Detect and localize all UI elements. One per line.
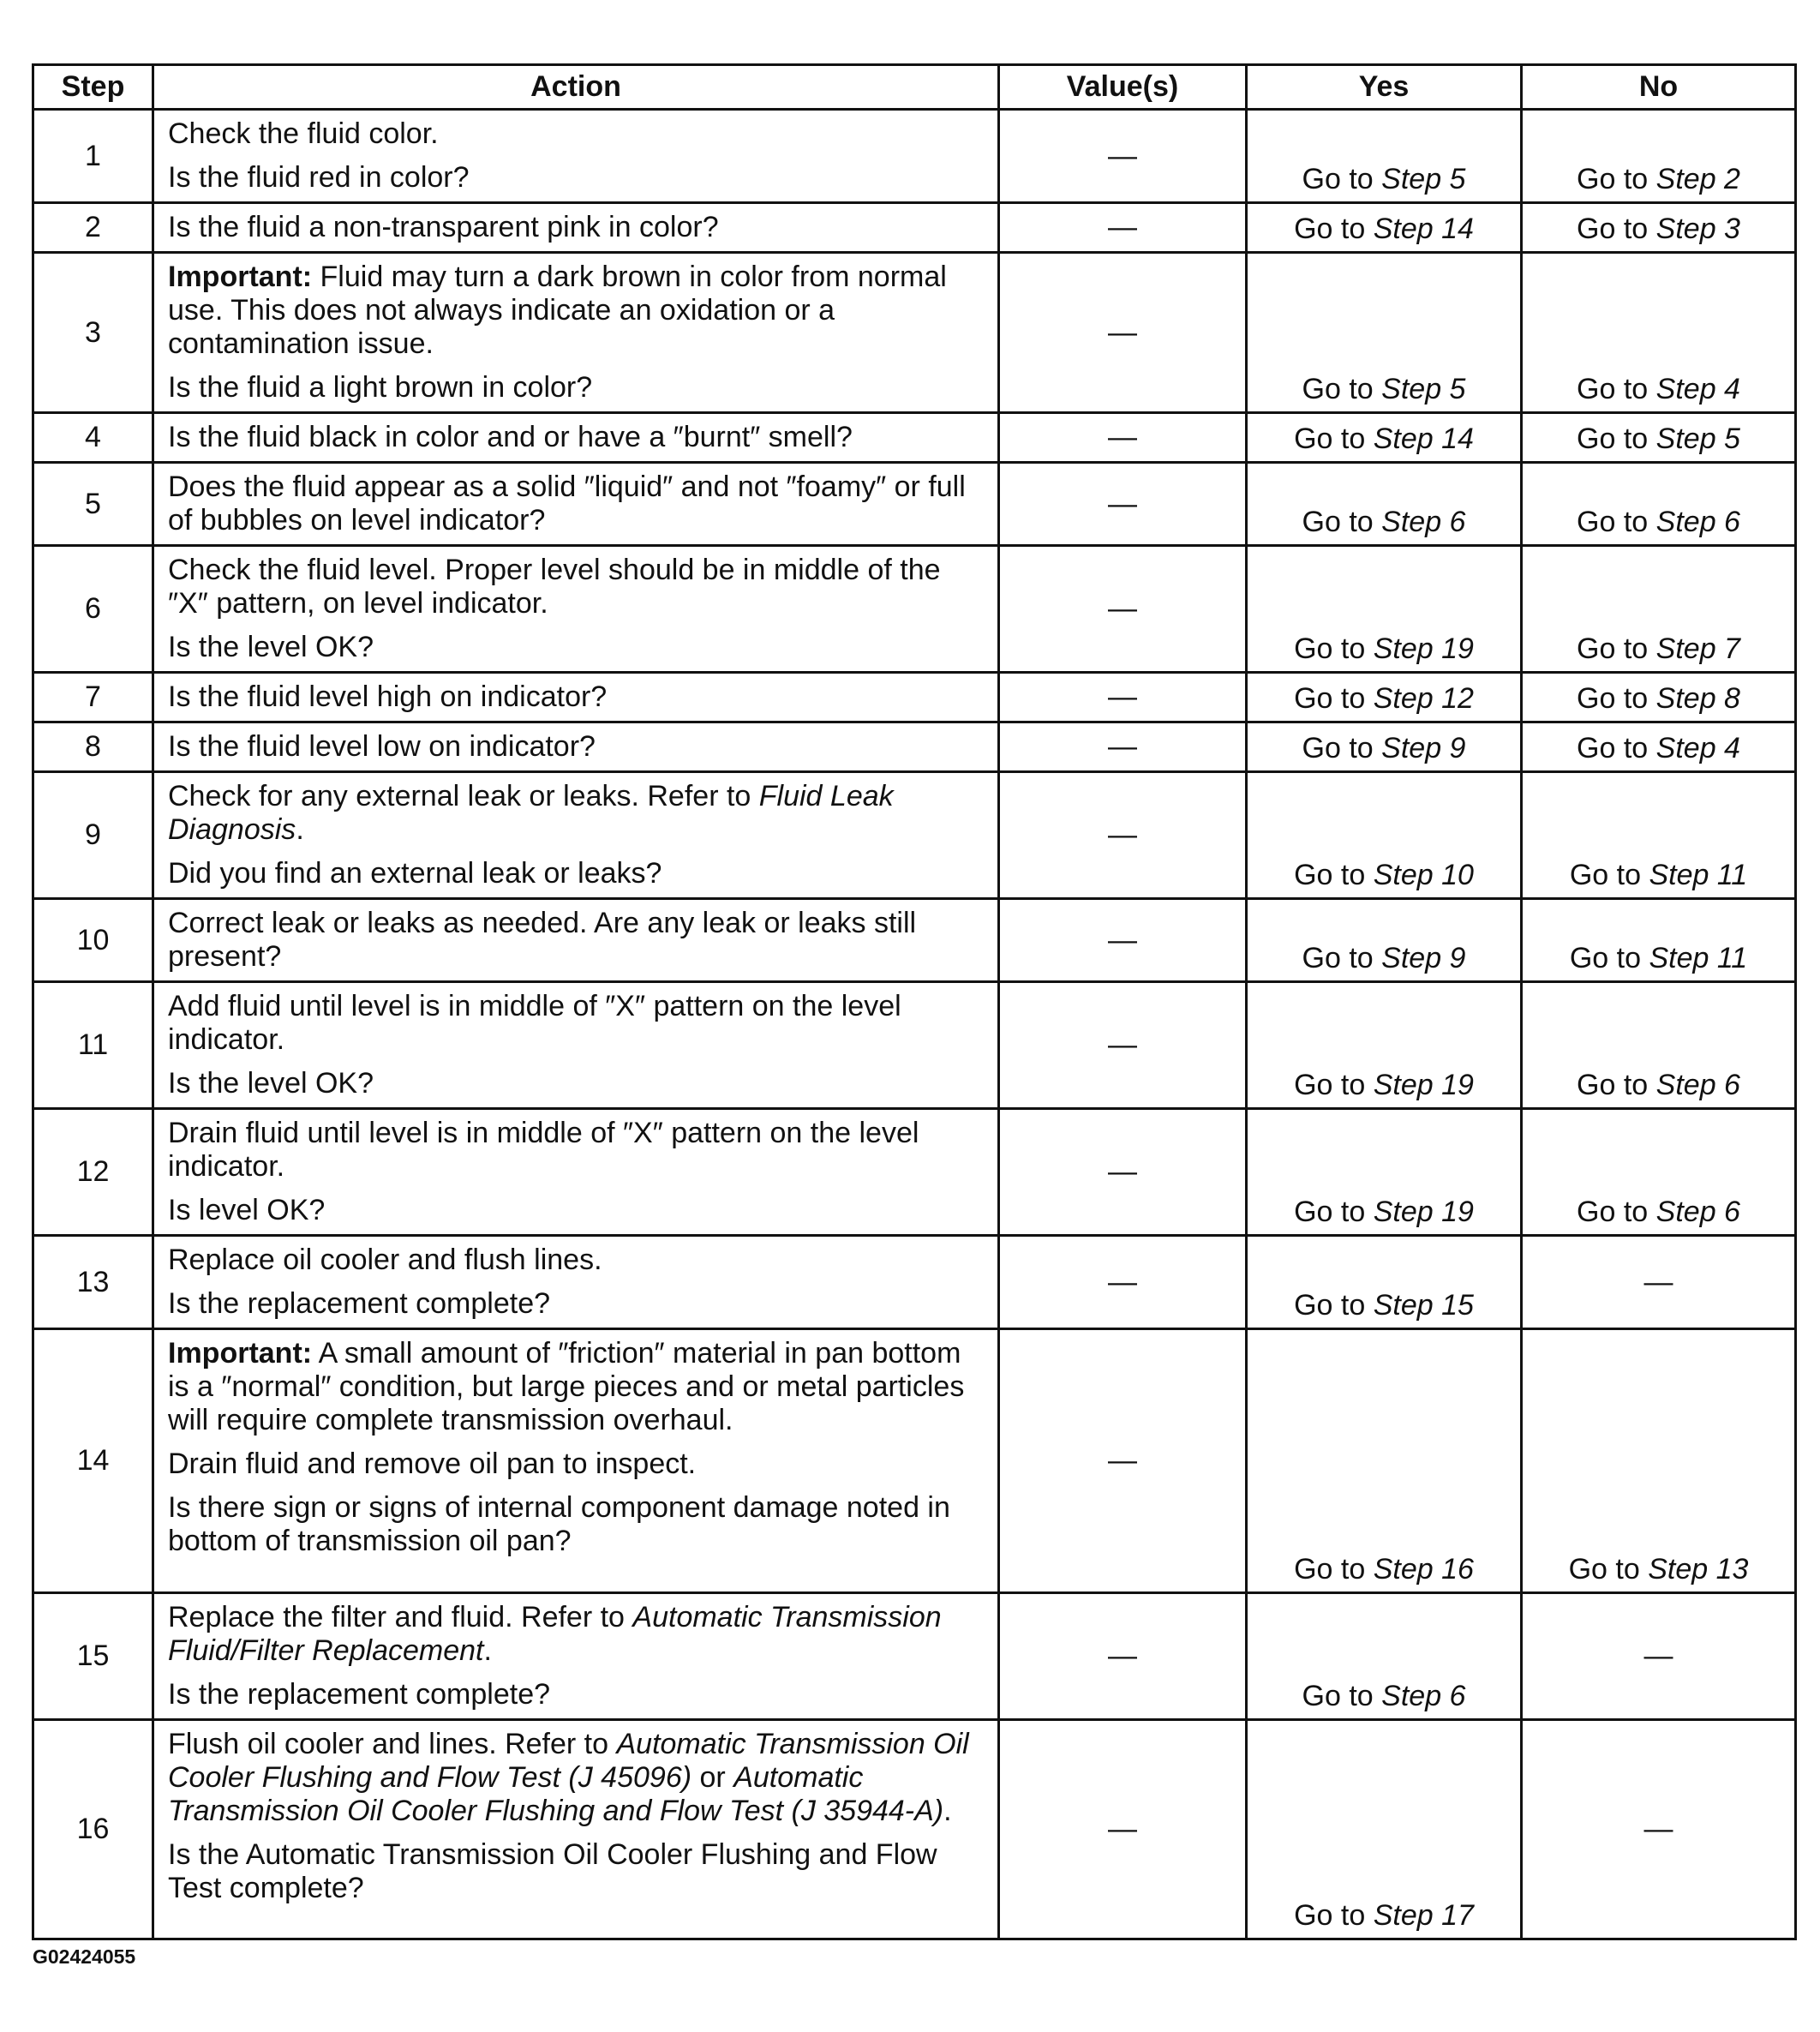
reference-link[interactable]: Automatic Transmission Oil Cooler Flushing and Flow Test (J 45096) <box>168 1728 969 1794</box>
important-label: Important: <box>168 1337 313 1370</box>
action-paragraph <box>168 554 985 620</box>
action-paragraph <box>168 1287 985 1321</box>
action-cell <box>153 1720 999 1939</box>
step-link[interactable]: Step 15 <box>1373 1289 1474 1322</box>
action-paragraph <box>168 1067 985 1100</box>
action-paragraph <box>168 1244 985 1277</box>
action-text: Is the Automatic Transmission Oil Cooler Flushing and Flow Test complete? <box>168 1838 937 1904</box>
figure-id: G02424055 <box>33 1945 136 1968</box>
yes-cell <box>1247 203 1522 253</box>
action-paragraph <box>168 1337 985 1437</box>
action-paragraph <box>168 730 985 764</box>
table-row <box>33 982 1796 1109</box>
value-cell: — <box>999 1109 1247 1236</box>
step-number: 4 <box>33 413 153 463</box>
action-text: Did you find an external leak or leaks? <box>168 857 662 890</box>
yes-cell <box>1247 982 1522 1109</box>
step-number: 1 <box>33 110 153 203</box>
action-cell <box>153 1593 999 1720</box>
step-number: 5 <box>33 463 153 546</box>
reference-link[interactable]: Fluid Leak Diagnosis <box>168 780 894 846</box>
action-cell <box>153 982 999 1109</box>
step-number: 15 <box>33 1593 153 1720</box>
value-cell: — <box>999 110 1247 203</box>
value-cell: — <box>999 253 1247 413</box>
yes-cell <box>1247 722 1522 772</box>
value-cell: — <box>999 546 1247 673</box>
action-text: Correct leak or leaks as needed. Are any leak or leaks still present? <box>168 907 917 973</box>
action-paragraph <box>168 1601 985 1668</box>
action-paragraph <box>168 1448 985 1481</box>
action-text: . <box>943 1795 952 1827</box>
action-cell <box>153 1109 999 1236</box>
yes-cell <box>1247 1109 1522 1236</box>
table-row <box>33 899 1796 982</box>
action-text: Check the fluid level. Proper level should be in middle of the ″X″ pattern, on level indicator. <box>168 554 941 620</box>
action-text: Add fluid until level is in middle of ″X″ pattern on the level indicator. <box>168 990 901 1056</box>
goto-prefix: Go to <box>1577 506 1649 538</box>
no-cell <box>1522 982 1796 1109</box>
goto-prefix: Go to <box>1302 506 1374 538</box>
action-text: Is the replacement complete? <box>168 1678 551 1711</box>
table-row <box>33 1593 1796 1720</box>
action-text: Drain fluid until level is in middle of ″X″ pattern on the level indicator. <box>168 1117 919 1183</box>
action-cell <box>153 546 999 673</box>
goto-prefix: Go to <box>1294 859 1366 891</box>
step-number: 14 <box>33 1329 153 1593</box>
yes-cell <box>1247 463 1522 546</box>
action-text: Is the fluid a non-transparent pink in color? <box>168 211 719 243</box>
goto-prefix: Go to <box>1577 732 1649 764</box>
action-text: Flush oil cooler and lines. Refer to <box>168 1728 617 1760</box>
yes-cell <box>1247 899 1522 982</box>
action-cell <box>153 772 999 899</box>
action-text: A small amount of ″friction″ material in pan bottom is a ″normal″ condition, but large pieces and or metal particles will require complete transmission overhaul. <box>168 1337 965 1436</box>
header-values: Value(s) <box>999 65 1247 110</box>
yes-cell <box>1247 1236 1522 1329</box>
step-link[interactable]: Step 14 <box>1373 423 1474 455</box>
goto-prefix: Go to <box>1577 1069 1649 1101</box>
table-row <box>33 110 1796 203</box>
action-cell <box>153 1236 999 1329</box>
no-cell <box>1522 899 1796 982</box>
action-text: Fluid may turn a dark brown in color from normal use. This does not always indicate an oxidation or a contamination issue. <box>168 261 947 360</box>
action-cell <box>153 463 999 546</box>
yes-cell <box>1247 546 1522 673</box>
goto-prefix: Go to <box>1302 1680 1374 1712</box>
step-link[interactable]: Step 4 <box>1655 732 1740 764</box>
reference-link[interactable]: Automatic Transmission Oil Cooler Flushing and Flow Test (J 35944-A) <box>168 1761 944 1827</box>
table-row <box>33 1329 1796 1593</box>
action-paragraph <box>168 421 985 454</box>
action-paragraph <box>168 990 985 1057</box>
value-cell: — <box>999 463 1247 546</box>
goto-prefix: Go to <box>1569 859 1642 891</box>
important-label: Important: <box>168 261 313 293</box>
step-link[interactable]: Step 19 <box>1373 1196 1474 1228</box>
value-cell: — <box>999 772 1247 899</box>
action-text: or <box>691 1761 734 1794</box>
step-link[interactable]: Step 14 <box>1373 213 1474 245</box>
yes-cell <box>1247 1720 1522 1939</box>
action-text: . <box>483 1634 492 1667</box>
goto-prefix: Go to <box>1577 373 1649 405</box>
action-text: Does the fluid appear as a solid ″liquid″ and not ″foamy″ or full of bubbles on level indicator? <box>168 471 966 536</box>
action-paragraph <box>168 1117 985 1184</box>
goto-prefix: Go to <box>1302 942 1374 974</box>
step-link[interactable]: Step 19 <box>1373 1069 1474 1101</box>
action-text: Is the replacement complete? <box>168 1287 551 1320</box>
step-number: 11 <box>33 982 153 1109</box>
goto-prefix: Go to <box>1569 942 1642 974</box>
step-link[interactable]: Step 6 <box>1655 1196 1740 1228</box>
action-text: Is there sign or signs of internal component damage noted in bottom of transmission oil pan? <box>168 1491 950 1557</box>
goto-prefix: Go to <box>1294 682 1366 715</box>
yes-cell <box>1247 1329 1522 1593</box>
step-link[interactable]: Step 12 <box>1373 682 1474 715</box>
no-cell <box>1522 673 1796 722</box>
goto-prefix: Go to <box>1294 1289 1366 1322</box>
goto-prefix: Go to <box>1294 1899 1366 1932</box>
action-text: Is the fluid a light brown in color? <box>168 371 593 404</box>
goto-prefix: Go to <box>1294 1069 1366 1101</box>
no-cell <box>1522 413 1796 463</box>
action-paragraph <box>168 907 985 974</box>
step-link[interactable]: Step 6 <box>1381 506 1466 538</box>
step-number: 8 <box>33 722 153 772</box>
diagnostic-table <box>32 63 1797 1940</box>
step-number: 10 <box>33 899 153 982</box>
action-cell <box>153 253 999 413</box>
value-cell: — <box>999 1236 1247 1329</box>
yes-cell <box>1247 1593 1522 1720</box>
step-link[interactable]: Step 2 <box>1655 163 1740 195</box>
step-link[interactable]: Step 11 <box>1649 942 1748 974</box>
value-cell: — <box>999 982 1247 1109</box>
step-number: 7 <box>33 673 153 722</box>
goto-prefix: Go to <box>1577 632 1649 665</box>
step-link[interactable]: Step 17 <box>1373 1899 1474 1932</box>
step-number: 9 <box>33 772 153 899</box>
table-row <box>33 772 1796 899</box>
header-action: Action <box>153 65 999 110</box>
step-number: 3 <box>33 253 153 413</box>
step-link[interactable]: Step 5 <box>1381 373 1466 405</box>
goto-prefix: Go to <box>1302 373 1374 405</box>
yes-cell <box>1247 413 1522 463</box>
step-link[interactable]: Step 19 <box>1373 632 1474 665</box>
step-link[interactable]: Step 5 <box>1381 163 1466 195</box>
action-paragraph <box>168 1194 985 1227</box>
no-cell: — <box>1522 1593 1796 1720</box>
action-text: Replace oil cooler and flush lines. <box>168 1244 602 1276</box>
value-cell: — <box>999 1720 1247 1939</box>
step-link[interactable]: Step 11 <box>1649 859 1748 891</box>
action-paragraph <box>168 1678 985 1711</box>
header-yes: Yes <box>1247 65 1522 110</box>
step-number: 16 <box>33 1720 153 1939</box>
value-cell: — <box>999 673 1247 722</box>
step-link[interactable]: Step 6 <box>1655 1069 1740 1101</box>
action-cell <box>153 203 999 253</box>
goto-prefix: Go to <box>1577 423 1649 455</box>
goto-prefix: Go to <box>1294 1196 1366 1228</box>
step-link[interactable]: Step 16 <box>1373 1553 1474 1585</box>
action-paragraph <box>168 1728 985 1828</box>
yes-cell <box>1247 110 1522 203</box>
header-row <box>33 65 1796 110</box>
action-cell <box>153 1329 999 1593</box>
step-link[interactable]: Step 8 <box>1655 682 1740 715</box>
action-paragraph <box>168 1491 985 1558</box>
table-row <box>33 203 1796 253</box>
step-link[interactable]: Step 4 <box>1655 373 1740 405</box>
action-paragraph <box>168 371 985 405</box>
goto-prefix: Go to <box>1577 1196 1649 1228</box>
goto-prefix: Go to <box>1294 1553 1366 1585</box>
action-paragraph <box>168 1838 985 1905</box>
action-text: Drain fluid and remove oil pan to inspect. <box>168 1448 697 1480</box>
action-cell <box>153 413 999 463</box>
step-link[interactable]: Step 6 <box>1381 1680 1466 1712</box>
action-paragraph <box>168 161 985 195</box>
step-link[interactable]: Step 9 <box>1381 732 1466 764</box>
goto-prefix: Go to <box>1302 732 1374 764</box>
no-cell: — <box>1522 1720 1796 1939</box>
table-row <box>33 413 1796 463</box>
header-step: Step <box>33 65 153 110</box>
value-cell: — <box>999 203 1247 253</box>
table-row <box>33 463 1796 546</box>
action-text: Is the fluid level high on indicator? <box>168 680 608 713</box>
action-cell <box>153 673 999 722</box>
table-row <box>33 1109 1796 1236</box>
no-cell: — <box>1522 1236 1796 1329</box>
table-row <box>33 253 1796 413</box>
action-text: Check the fluid color. <box>168 117 439 150</box>
goto-prefix: Go to <box>1577 682 1649 715</box>
action-paragraph <box>168 117 985 151</box>
action-text: Is the level OK? <box>168 1067 374 1100</box>
no-cell <box>1522 253 1796 413</box>
step-link[interactable]: Step 6 <box>1655 506 1740 538</box>
no-cell <box>1522 546 1796 673</box>
value-cell: — <box>999 413 1247 463</box>
goto-prefix: Go to <box>1294 632 1366 665</box>
goto-prefix: Go to <box>1577 163 1649 195</box>
action-text: Is the level OK? <box>168 631 374 663</box>
no-cell <box>1522 1109 1796 1236</box>
table-row <box>33 673 1796 722</box>
action-paragraph <box>168 780 985 847</box>
action-cell <box>153 110 999 203</box>
action-text: Replace the filter and fluid. Refer to <box>168 1601 633 1633</box>
action-cell <box>153 722 999 772</box>
value-cell: — <box>999 722 1247 772</box>
goto-prefix: Go to <box>1302 163 1374 195</box>
action-text: Is level OK? <box>168 1194 326 1226</box>
action-text: Is the fluid red in color? <box>168 161 470 194</box>
reference-link[interactable]: Automatic Transmission Fluid/Filter Replacement <box>168 1601 942 1667</box>
step-number: 12 <box>33 1109 153 1236</box>
action-paragraph <box>168 211 985 244</box>
table-row <box>33 546 1796 673</box>
table-row <box>33 1236 1796 1329</box>
no-cell <box>1522 110 1796 203</box>
action-paragraph <box>168 857 985 890</box>
table-row <box>33 1720 1796 1939</box>
no-cell <box>1522 772 1796 899</box>
step-link[interactable]: Step 13 <box>1648 1553 1749 1585</box>
no-cell <box>1522 463 1796 546</box>
step-number: 13 <box>33 1236 153 1329</box>
goto-prefix: Go to <box>1577 213 1649 245</box>
action-text: . <box>296 813 304 846</box>
yes-cell <box>1247 673 1522 722</box>
goto-prefix: Go to <box>1294 213 1366 245</box>
step-number: 6 <box>33 546 153 673</box>
action-paragraph <box>168 680 985 714</box>
action-cell <box>153 899 999 982</box>
action-text: Check for any external leak or leaks. Refer to <box>168 780 759 812</box>
action-paragraph <box>168 631 985 664</box>
action-paragraph <box>168 261 985 361</box>
step-link[interactable]: Step 3 <box>1655 213 1740 245</box>
no-cell <box>1522 722 1796 772</box>
action-text: Is the fluid black in color and or have a ″burnt″ smell? <box>168 421 853 453</box>
table-row <box>33 722 1796 772</box>
header-no: No <box>1522 65 1796 110</box>
step-link[interactable]: Step 7 <box>1655 632 1740 665</box>
yes-cell <box>1247 772 1522 899</box>
step-link[interactable]: Step 10 <box>1373 859 1474 891</box>
step-link[interactable]: Step 5 <box>1655 423 1740 455</box>
step-number: 2 <box>33 203 153 253</box>
goto-prefix: Go to <box>1294 423 1366 455</box>
no-cell <box>1522 1329 1796 1593</box>
action-paragraph <box>168 471 985 537</box>
yes-cell <box>1247 253 1522 413</box>
goto-prefix: Go to <box>1568 1553 1640 1585</box>
step-link[interactable]: Step 9 <box>1381 942 1466 974</box>
table-body <box>33 110 1796 1939</box>
value-cell: — <box>999 1593 1247 1720</box>
value-cell: — <box>999 1329 1247 1593</box>
no-cell <box>1522 203 1796 253</box>
value-cell: — <box>999 899 1247 982</box>
action-text: Is the fluid level low on indicator? <box>168 730 596 763</box>
